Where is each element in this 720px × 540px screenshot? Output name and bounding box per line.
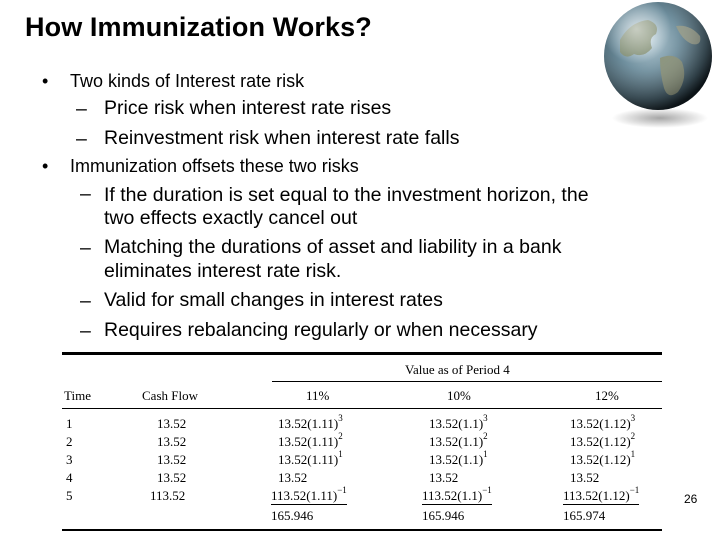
col-header-rate: 12% <box>595 388 619 403</box>
bullet-marker: • <box>42 156 49 176</box>
sub-bullet-text: If the duration is set equal to the investment horizon, the <box>104 184 589 206</box>
cell-cashflow: 13.52 <box>157 470 187 485</box>
dash-marker: – <box>80 290 91 312</box>
dash-marker: – <box>80 237 91 259</box>
sub-bullet-text: Reinvestment risk when interest rate falls <box>104 127 460 149</box>
immunization-table <box>62 352 662 532</box>
globe-icon <box>590 0 720 130</box>
cell-value: $13.52(1.11)^3$ <box>278 413 343 431</box>
table-bottom-rule <box>62 529 662 531</box>
sub-bullet-text: Requires rebalancing regularly or when necessary <box>104 319 538 341</box>
cell-cashflow: 13.52 <box>157 434 187 449</box>
total-value: 165.946 <box>271 508 314 523</box>
cell-value: 13.52 <box>429 470 459 485</box>
cell-cashflow: 113.52 <box>150 488 186 503</box>
slide-title: How Immunization Works? <box>25 12 372 42</box>
total-value: 165.974 <box>563 508 606 523</box>
table-top-rule <box>62 352 662 355</box>
cell-value: $13.52(1.11)^1$ <box>278 449 343 467</box>
cell-cashflow: 13.52 <box>157 416 187 431</box>
sub-bullet-text: Matching the durations of asset and liability in a bank <box>104 236 562 258</box>
sub-bullet-text: Price risk when interest rate rises <box>104 97 392 119</box>
cell-value: $113.52(1.1)^{-1}$ <box>422 485 492 503</box>
sub-bullet-text-cont: two effects exactly cancel out <box>104 207 358 229</box>
cell-value: $13.52(1.12)^3$ <box>570 413 636 431</box>
cell-value: $113.52(1.11)^{-1}$ <box>271 485 347 503</box>
cell-value: $13.52(1.12)^2$ <box>570 431 636 449</box>
cell-value: 13.52 <box>570 470 600 485</box>
cell-time: 3 <box>66 452 73 467</box>
cell-value: $13.52(1.1)^3$ <box>429 413 488 431</box>
cell-value: $113.52(1.12)^{-1}$ <box>563 485 640 503</box>
col-header-cashflow: Cash Flow <box>142 388 198 403</box>
col-header-rate: 10% <box>447 388 471 403</box>
group-header-rule <box>272 381 662 382</box>
bullet-text: Immunization offsets these two risks <box>70 156 359 176</box>
sub-bullet-text-cont: eliminates interest rate risk. <box>104 260 342 282</box>
total-value: 165.946 <box>422 508 465 523</box>
group-header: Value as of Period 4 <box>405 362 510 377</box>
header-rule <box>62 408 662 409</box>
cell-time: 2 <box>66 434 73 449</box>
cell-time: 4 <box>66 470 73 485</box>
dash-marker: – <box>80 320 91 342</box>
cell-time: 1 <box>66 416 73 431</box>
cell-value: $13.52(1.1)^1$ <box>429 449 488 467</box>
cell-value: 13.52 <box>278 470 308 485</box>
dash-marker: – <box>76 98 87 120</box>
cell-time: 5 <box>66 488 73 503</box>
cell-value: $13.52(1.12)^1$ <box>570 449 636 467</box>
bullet-marker: • <box>42 71 49 91</box>
col-header-rate: 11% <box>306 388 330 403</box>
sub-bullet-text: Valid for small changes in interest rates <box>104 289 443 311</box>
bullet-text: Two kinds of Interest rate risk <box>70 71 305 91</box>
cell-cashflow: 13.52 <box>157 452 187 467</box>
cell-value: $13.52(1.11)^2$ <box>278 431 343 449</box>
col-header-time: Time <box>64 388 91 403</box>
dash-marker: – <box>76 128 87 150</box>
page-number: 26 <box>684 492 698 506</box>
dash-marker: – <box>80 183 91 205</box>
cell-value: $13.52(1.1)^2$ <box>429 431 488 449</box>
